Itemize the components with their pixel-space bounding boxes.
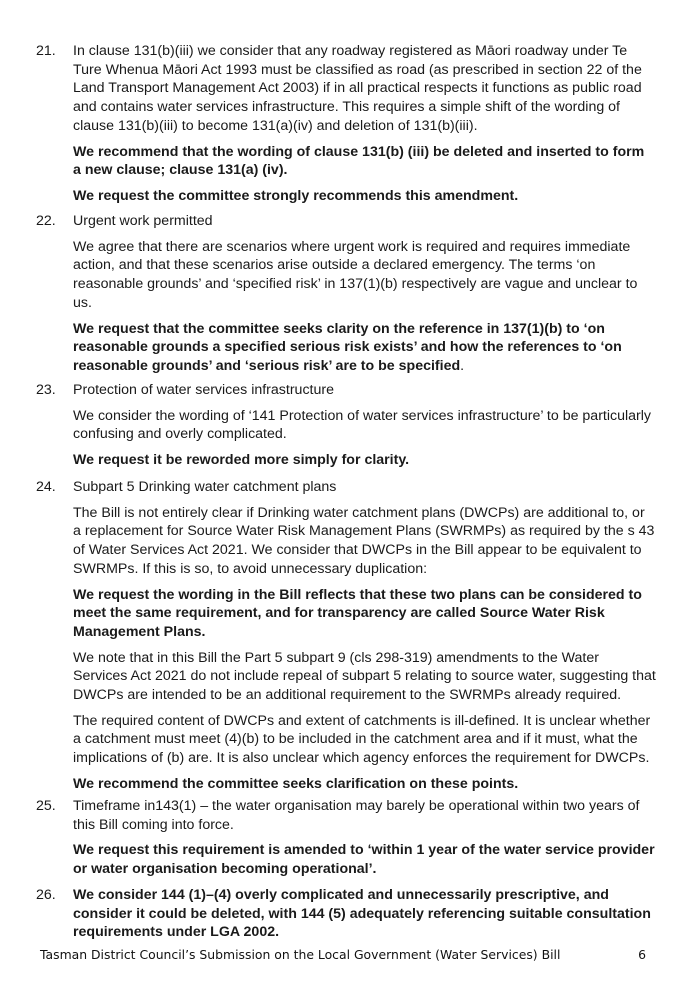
request-bold-text: We request that the committee seeks clarity on the reference in 137(1)(b) to ‘on reasonable grounds a specified serious risk exists’ and how the references to ‘on reasonable grounds’ and ‘serious risk’ are to be specified: [73, 320, 622, 374]
paragraph-text: We agree that there are scenarios where urgent work is required and requires immediate action, and that these scenarios arise outside a declared emergency. The terms ‘on reasonable grounds’ and ‘specified risk’ in 137(1)(b) respectively are vague and unclear to us.: [73, 238, 638, 311]
paragraph-text: We consider the wording of ‘141 Protection of water services infrastructure’ to be particularly confusing and overly complicated.: [73, 407, 652, 443]
request-text: We request the wording in the Bill reflects that these two plans can be considered to meet the same requirement, and for transparency are called Source Water Risk Management Plans.: [73, 586, 642, 640]
paragraph-number: 23.: [36, 382, 56, 398]
paragraph-number: 21.: [36, 43, 56, 59]
paragraph-number: 25.: [36, 798, 56, 814]
paragraph-text: In clause 131(b)(iii) we consider that any roadway registered as Māori roadway under Te Ture Whenua Māori Act 1993 must be classified as road (as prescribed in section 22 of the Land Transport Management Act 2003) if in all practical respects it functions as public road and contains water services infrastructure. This requires a simple shift of the wording of clause 131(b)(iii) to become 131(a)(iv) and deletion of 131(b)(iii).: [73, 43, 642, 134]
paragraph-24: [36, 478, 656, 794]
section-heading: Urgent work permitted: [73, 213, 213, 229]
recommendation-text: We consider 144 (1)–(4) overly complicated and unnecessarily prescriptive, and consider it could be deleted, with 144 (5) adequately referencing suitable consultation requirements under LGA 2002.: [73, 887, 651, 941]
request-text: We request the committee strongly recommends this amendment.: [73, 187, 519, 204]
paragraph-23: [36, 381, 656, 470]
paragraph-21: [36, 42, 656, 206]
page-number: 6: [638, 947, 646, 962]
request-text: We request this requirement is amended to ‘within 1 year of the water service provider or water organisation becoming operational’.: [73, 842, 655, 878]
paragraph-22: [36, 212, 656, 376]
paragraph-text: The required content of DWCPs and extent of catchments is ill-defined. It is unclear whether a catchment must meet (4)(b) to be included in the catchment area and if it must, what the implications of (b) are. It is also unclear which agency enforces the requirement for DWCPs.: [73, 712, 651, 767]
recommendation-text: We recommend the committee seeks clarification on these points.: [73, 775, 519, 792]
paragraph-text: Timeframe in143(1) – the water organisation may barely be operational within two years of this Bill coming into force.: [73, 798, 640, 833]
paragraph-25: [36, 797, 656, 879]
paragraph-number: 26.: [36, 887, 56, 903]
paragraph-text: We note that in this Bill the Part 5 subpart 9 (cls 298-319) amendments to the Water Services Act 2021 do not include repeal of subpart 5 relating to source water, suggesting that DWCPs are intended to be an additional requirement to the SWRMPs already required.: [73, 649, 656, 704]
request-text: [73, 320, 656, 376]
request-text: We request it be reworded more simply for clarity.: [73, 452, 410, 469]
section-heading: Subpart 5 Drinking water catchment plans: [73, 479, 337, 495]
paragraph-number: 22.: [36, 213, 56, 229]
paragraph-number: 24.: [36, 479, 56, 495]
paragraph-text: The Bill is not entirely clear if Drinking water catchment plans (DWCPs) are additional to, or a replacement for Source Water Risk Management Plans (SWRMPs) as required by the s 43 of Water Services Act 2021. We consider that DWCPs in the Bill appear to be equivalent to SWRMPs. If this is so, to avoid unnecessary duplication:: [73, 504, 655, 577]
page-footer: [40, 946, 646, 965]
section-heading: Protection of water services infrastructure: [73, 382, 334, 398]
footer-title: Tasman District Council’s Submission on the Local Government (Water Services) Bill: [40, 947, 561, 962]
request-tail: .: [460, 357, 465, 374]
recommendation-text: We recommend that the wording of clause 131(b) (iii) be deleted and inserted to form a new clause; clause 131(a) (iv).: [73, 143, 645, 179]
paragraph-26: [36, 886, 656, 942]
